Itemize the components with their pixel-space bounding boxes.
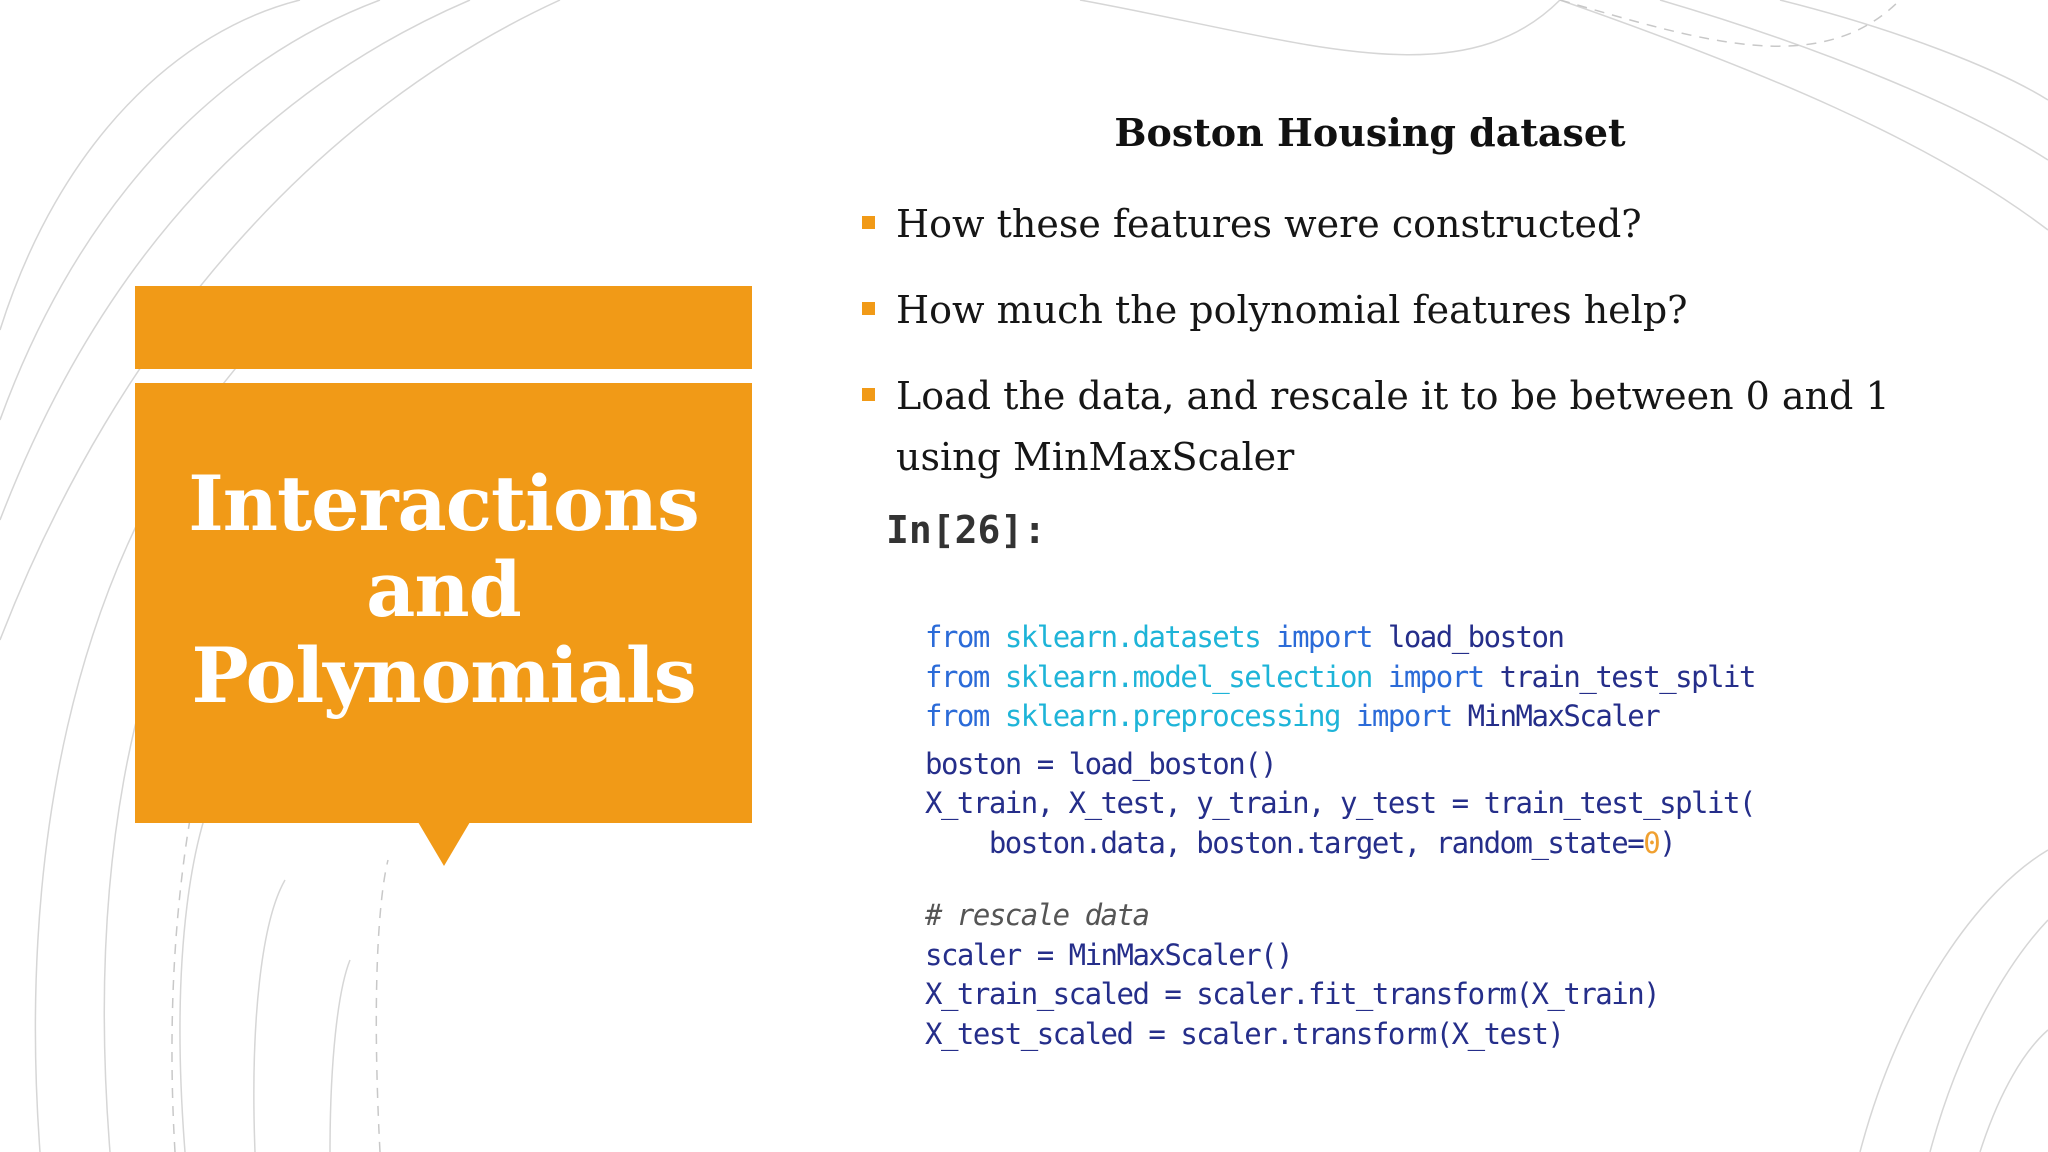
- dataset-heading: Boston Housing dataset: [1114, 110, 1626, 155]
- title-box-pointer: [418, 822, 470, 866]
- bullet-list: [862, 194, 1982, 513]
- cell-prompt: In[26]:: [886, 508, 1047, 552]
- code-line: boston = load_boston(): [925, 746, 1277, 781]
- bullet-item: [862, 366, 1982, 488]
- bullet-item: [862, 280, 1982, 341]
- slide-title-line: Polynomials: [191, 631, 696, 720]
- bullet-text: How much the polynomial features help?: [896, 288, 1688, 332]
- square-bullet-icon: [862, 388, 875, 401]
- bullet-item: [862, 194, 1982, 255]
- code-line-import: from sklearn.preprocessing import MinMaxScaler: [925, 699, 1660, 733]
- code-block: [925, 618, 1755, 1054]
- slide-title: [135, 461, 752, 719]
- slide-title-line: and: [366, 545, 521, 634]
- code-line-import: from sklearn.model_selection import train_test_split: [925, 659, 1755, 694]
- code-line-import: from sklearn.datasets import load_boston: [925, 620, 1564, 654]
- title-box: [135, 383, 752, 823]
- square-bullet-icon: [862, 302, 875, 315]
- code-line: X_train, X_test, y_train, y_test = train_test_split(: [925, 786, 1755, 820]
- code-line: boston.data, boston.target, random_state=0): [925, 825, 1676, 860]
- code-line: X_test_scaled = scaler.transform(X_test): [925, 1016, 1564, 1051]
- square-bullet-icon: [862, 216, 875, 229]
- code-comment: # rescale data: [925, 898, 1149, 932]
- code-line: scaler = MinMaxScaler(): [925, 937, 1293, 972]
- code-cell-screenshot: [880, 490, 1760, 1070]
- bullet-text: How these features were constructed?: [896, 202, 1642, 246]
- bullet-text: Load the data, and rescale it to be between 0 and 1 using MinMaxScaler: [896, 374, 1890, 479]
- code-line: X_train_scaled = scaler.fit_transform(X_train): [925, 977, 1660, 1011]
- title-accent-strip: [135, 286, 752, 369]
- slide-title-line: Interactions: [188, 459, 699, 548]
